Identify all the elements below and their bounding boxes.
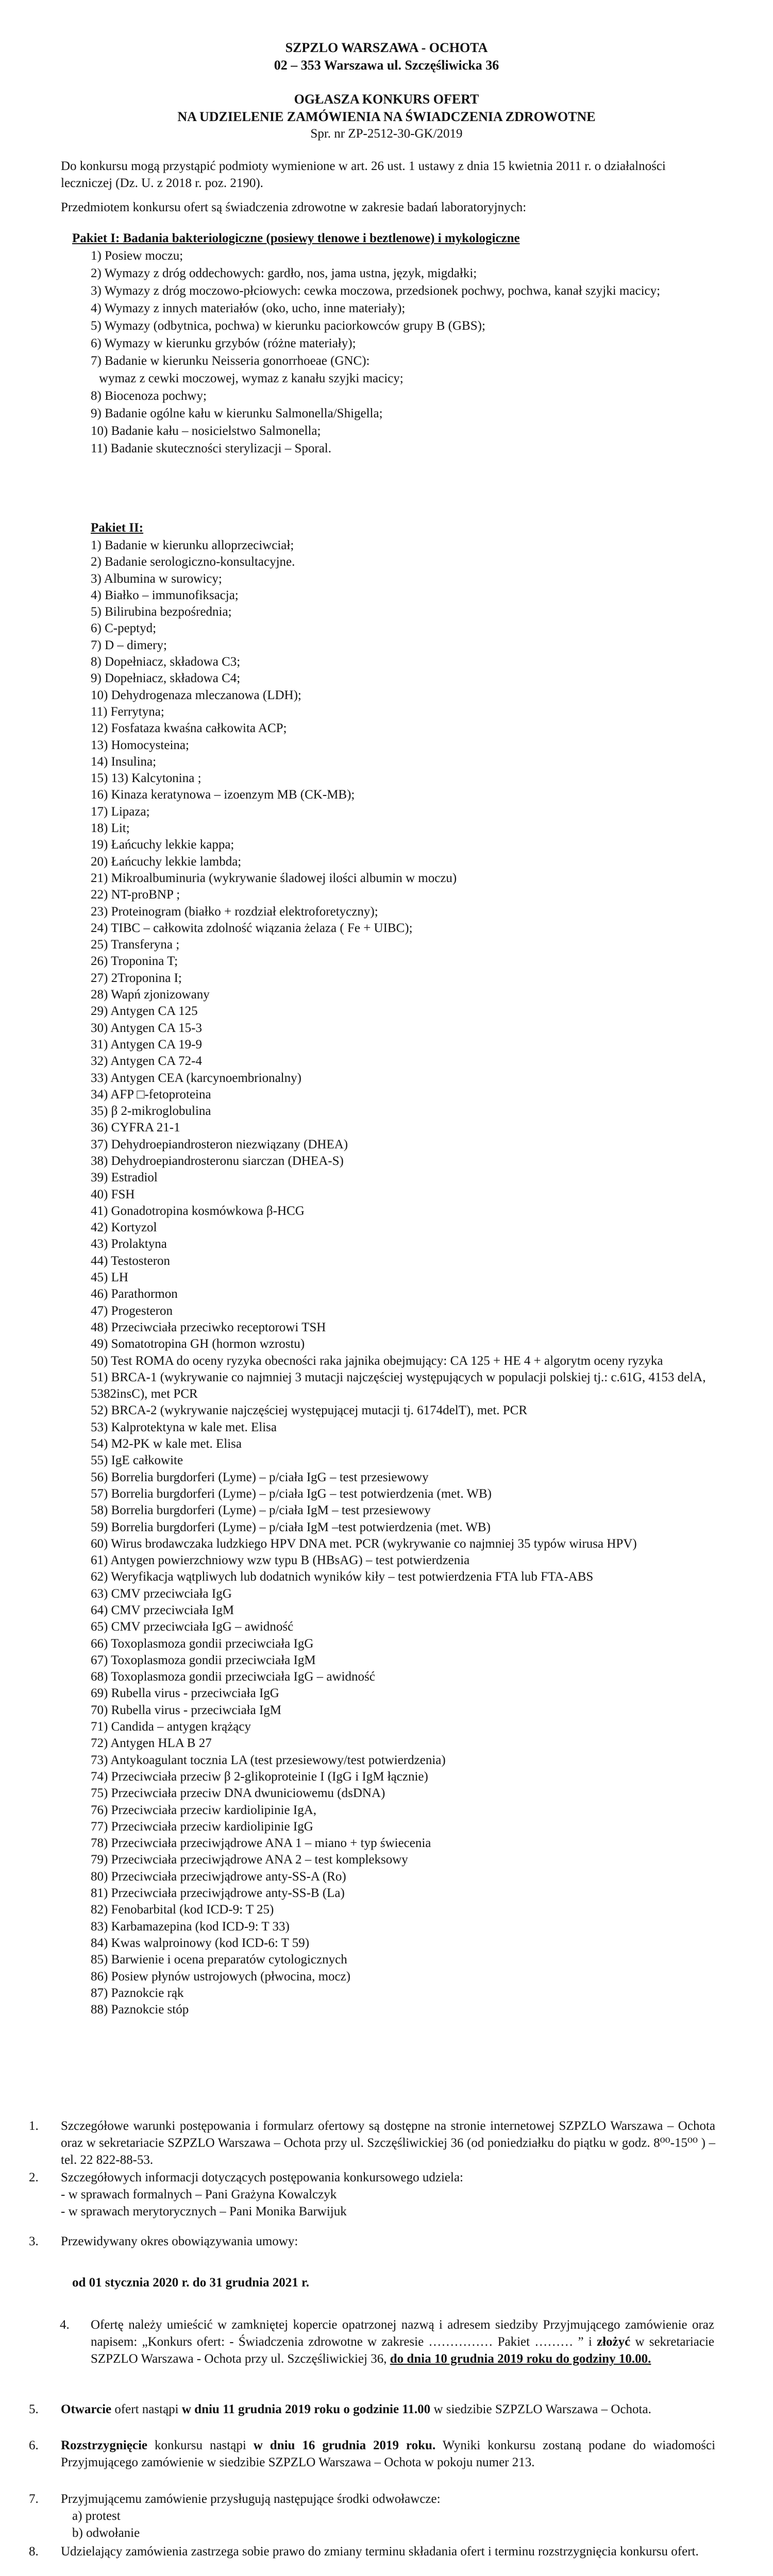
list-item: [91, 1752, 709, 1769]
list-item-text: 28) Wapń zjonizowany: [91, 988, 210, 1002]
list-item: [91, 970, 709, 987]
list-item: [91, 787, 709, 803]
list-item-text: 38) Dehydroepiandrosteronu siarczan (DHEA-S): [91, 1154, 344, 1168]
list-item: [91, 1586, 709, 1602]
list-item-text: 59) Borrelia burgdorferi (Lyme) – p/ciała IgM –test potwierdzenia (met. WB): [91, 1520, 491, 1534]
list-item-text: 80) Przeciwciała przeciwjądrowe anty-SS-A (Ro): [91, 1869, 346, 1884]
section-7-number: 7.: [29, 2492, 39, 2506]
list-item-text: 46) Parathormon: [91, 1287, 178, 1301]
section-6-text-b: Wyniki konkursu zostaną podane do wiadomości Przyjmującego zamówienie w siedzibie SZPZLO Warszawa – Ochota w pokoju numer 213.: [61, 2438, 716, 2469]
reference-number: Spr. nr ZP-2512-30-GK/2019: [310, 127, 463, 141]
resolution-date: w dniu 16 grudnia 2019 roku.: [253, 2438, 436, 2452]
list-item: [91, 1402, 709, 1419]
section-3-number: 3.: [29, 2234, 39, 2248]
list-item: [91, 1137, 709, 1153]
pakiet-1-list: [91, 247, 709, 457]
list-item: [91, 1087, 709, 1103]
list-item-text: 24) TIBC – całkowita zdolność wiązania żelaza ( Fe + UIBC);: [91, 921, 413, 935]
list-item-text: 11) Ferrytyna;: [91, 704, 164, 719]
list-item-text: 12) Fosfataza kwaśna całkowita ACP;: [91, 721, 287, 736]
list-item: [91, 537, 709, 554]
intro-subject: Przedmiotem konkursu ofert są świadczenia zdrowotne w zakresie badań laboratoryjnych:: [61, 200, 527, 214]
list-item-text: 54) M2-PK w kale met. Elisa: [91, 1437, 242, 1451]
list-item-text: 34) AFP □-fetoproteina: [91, 1087, 211, 1101]
list-item: 6) Wymazy w kierunku grzybów (różne materiały);: [91, 336, 356, 350]
list-item: [91, 720, 709, 737]
org-name: SZPZLO WARSZAWA - OCHOTA: [285, 40, 488, 55]
section-2-text: Szczegółowych informacji dotyczących postępowania konkursowego udziela:: [61, 2171, 463, 2184]
list-item: [91, 1103, 709, 1120]
list-item-text: 64) CMV przeciwciała IgM: [91, 1603, 234, 1617]
list-item: [91, 1719, 709, 1735]
list-item-text: 26) Troponina T;: [91, 954, 178, 969]
pakiet-2-title: Pakiet II:: [91, 521, 144, 535]
section-4-submit: złożyć: [597, 2335, 631, 2349]
section-2-number: 2.: [29, 2171, 39, 2184]
list-item: [91, 1652, 709, 1669]
list-item-text: 45) LH: [91, 1270, 128, 1285]
list-item: [91, 554, 709, 570]
list-item-text: 87) Paznokcie rąk: [91, 1986, 184, 2000]
list-item-text: 60) Wirus brodawczaka ludzkiego HPV DNA met. PCR (wykrywanie co najmniej 35 typów wirusa HPV): [91, 1536, 637, 1551]
list-item-text: 61) Antygen powierzchniowy wzw typu B (HBsAG) – test potwierdzenia: [91, 1553, 470, 1568]
list-item: 3) Wymazy z dróg moczowo-płciowych: cewka moczowa, przedsionek pochwy, pochwa, kanał szyjki macicy;: [91, 284, 661, 298]
remedy-protest: a) protest: [72, 2509, 121, 2523]
list-item-text: 5) Bilirubina bezpośrednia;: [91, 605, 232, 619]
list-item: [91, 1869, 709, 1885]
list-item-text: 65) CMV przeciwciała IgG – awidność: [91, 1620, 294, 1634]
list-item-text: 42) Kortyzol: [91, 1221, 157, 1235]
section-8-text: Udzielający zamówienia zastrzega sobie prawo do zmiany terminu składania ofert i terminu rozstrzygnięcia konkursu ofert.: [61, 2545, 699, 2558]
list-item-text: 35) β 2-mikroglobulina: [91, 1104, 211, 1118]
opening-date: w dniu 11 grudnia 2019 roku o godzinie 11.00: [181, 2402, 431, 2416]
list-item-text: 70) Rubella virus - przeciwciała IgM: [91, 1703, 282, 1717]
list-item: 10) Badanie kału – nosicielstwo Salmonella;: [91, 424, 321, 438]
list-item: [91, 1536, 709, 1552]
list-item: 2) Wymazy z dróg oddechowych: gardło, nos, jama ustna, język, migdałki;: [91, 266, 477, 280]
list-item: [91, 854, 709, 870]
section-6-resolution: Rozstrzygnięcie: [61, 2438, 147, 2452]
list-item-text: 21) Mikroalbuminuria (wykrywanie śladowej ilości albumin w moczu): [91, 871, 457, 885]
list-item-text: 85) Barwienie i ocena preparatów cytologicznych: [91, 1953, 347, 1967]
list-item-text: 69) Rubella virus - przeciwciała IgG: [91, 1686, 279, 1701]
list-item-text: 1) Badanie w kierunku alloprzeciwciał;: [91, 538, 294, 552]
list-item: [91, 937, 709, 953]
list-item-text: 40) FSH: [91, 1187, 135, 1201]
section-4-text: [91, 2316, 714, 2367]
list-item: [91, 1170, 709, 1186]
intro-eligibility: Do konkursu mogą przystąpić podmioty wymienione w art. 26 ust. 1 ustawy z dnia 15 kwietnia 2011 r. o działalności leczniczej (Dz. U. z 2018 r. poz. 2190).: [61, 159, 666, 190]
list-item-text: 71) Candida – antygen krążący: [91, 1720, 251, 1734]
list-item: [91, 571, 709, 587]
list-item-text: 72) Antygen HLA B 27: [91, 1736, 212, 1751]
section-6-text: [61, 2437, 715, 2471]
list-item: [91, 837, 709, 853]
list-item-text: 57) Borrelia burgdorferi (Lyme) – p/ciała IgG – test potwierdzenia (met. WB): [91, 1486, 492, 1501]
list-item: [91, 1203, 709, 1219]
list-item: [91, 953, 709, 970]
list-item-text: 88) Paznokcie stóp: [91, 2003, 189, 2017]
list-item-text: 6) C-peptyd;: [91, 621, 157, 636]
list-item-text: 18) Lit;: [91, 821, 130, 836]
list-item-text: 41) Gonadotropina kosmówkowa β-HCG: [91, 1204, 305, 1218]
list-item: [91, 1486, 709, 1502]
list-item: [91, 754, 709, 770]
section-4-text-b: w sekretariacie SZPZLO Warszawa - Ochota przy ul. Szczęśliwickiej 36,: [91, 2335, 715, 2366]
list-item-text: 66) Toxoplasmoza gondii przeciwciała IgG: [91, 1636, 314, 1651]
list-item: [91, 1053, 709, 1070]
list-item: [91, 770, 709, 787]
list-item-text: 58) Borrelia burgdorferi (Lyme) – p/ciała IgM – test przesiewowy: [91, 1503, 431, 1518]
list-item: [91, 1935, 709, 1952]
list-item: [91, 1802, 709, 1819]
list-item-text: 27) 2Troponina I;: [91, 971, 182, 985]
list-item: [91, 637, 709, 654]
list-item-text: 44) Testosteron: [91, 1253, 171, 1268]
list-item-text: 83) Karbamazepina (kod ICD-9: T 33): [91, 1919, 290, 1934]
list-item-text: 37) Dehydroepiandrosteron niezwiązany (DHEA): [91, 1137, 348, 1151]
list-item: [91, 1969, 709, 1985]
list-item: [91, 587, 709, 604]
section-5-text: [61, 2401, 715, 2418]
list-item: [91, 1852, 709, 1868]
section-4-number: 4.: [60, 2318, 70, 2332]
list-item: [91, 737, 709, 754]
list-item-text: 51) BRCA-1 (wykrywanie co najmniej 3 mutacji najczęściej występujących w populacji polskiej tj.: c.61G, 4153 delA, 5382insC), met PCR: [91, 1370, 706, 1401]
list-item-text: 75) Przeciwciała przeciw DNA dwuniciowemu (dsDNA): [91, 1786, 385, 1801]
announcement-title: OGŁASZA KONKURS OFERT: [294, 92, 479, 107]
list-item: [91, 1552, 709, 1569]
list-item-text: 79) Przeciwciała przeciwjądrowe ANA 2 – test kompleksowy: [91, 1853, 408, 1867]
list-item: [91, 1569, 709, 1585]
list-item-text: 67) Toxoplasmoza gondii przeciwciała IgM: [91, 1653, 316, 1667]
section-3-text: Przewidywany okres obowiązywania umowy:: [61, 2234, 298, 2248]
list-item: [91, 1669, 709, 1685]
list-item: [91, 1785, 709, 1802]
list-item: [91, 1219, 709, 1236]
list-item: [91, 1452, 709, 1469]
list-item: [91, 1070, 709, 1087]
list-item: [91, 1636, 709, 1652]
list-item: [91, 1702, 709, 1719]
list-item: [91, 920, 709, 937]
contract-period: od 01 stycznia 2020 r. do 31 grudnia 2021 r.: [72, 2276, 310, 2290]
section-5-text-b: w siedzibie SZPZLO Warszawa – Ochota.: [433, 2402, 651, 2416]
section-2-bullet-formal: - w sprawach formalnych – Pani Grażyna Kowalczyk: [61, 2188, 337, 2201]
list-item: [91, 654, 709, 670]
list-item-text: 68) Toxoplasmoza gondii przeciwciała IgG – awidność: [91, 1670, 375, 1684]
list-item: [91, 1253, 709, 1269]
list-item-text: 36) CYFRA 21-1: [91, 1121, 180, 1135]
list-item: [91, 987, 709, 1003]
list-item: [91, 1952, 709, 1968]
list-item-text: 23) Proteinogram (białko + rozdział elektroforetyczny);: [91, 904, 378, 919]
list-item-text: 82) Fenobarbital (kod ICD-9: T 25): [91, 1903, 274, 1917]
list-item-text: 7) D – dimery;: [91, 638, 167, 652]
list-item: [91, 1469, 709, 1486]
section-5-opening: Otwarcie: [61, 2402, 112, 2416]
list-item-text: 13) Homocysteina;: [91, 738, 189, 752]
list-item-text: 48) Przeciwciała przeciwko receptorowi TSH: [91, 1320, 326, 1334]
list-item-text: 77) Przeciwciała przeciw kardiolipinie IgG: [91, 1819, 313, 1834]
list-item: 5) Wymazy (odbytnica, pochwa) w kierunku paciorkowców grupy B (GBS);: [91, 319, 485, 333]
list-item-text: 78) Przeciwciała przeciwjądrowe ANA 1 – miano + typ świecenia: [91, 1836, 431, 1851]
list-item-text: 62) Weryfikacja wątpliwych lub dodatnich wyników kiły – test potwierdzenia FTA lub FTA-ABS: [91, 1570, 594, 1584]
section-7-text: Przyjmującemu zamówienie przysługują następujące środki odwoławcze:: [61, 2492, 441, 2506]
list-item: [91, 1619, 709, 1635]
list-item: [91, 604, 709, 620]
list-item-text: 29) Antygen CA 125: [91, 1004, 198, 1019]
list-item-text: 84) Kwas walproinowy (kod ICD-6: T 59): [91, 1936, 310, 1950]
list-item-text: 15) 13) Kalcytonina ;: [91, 771, 201, 786]
list-item-text: 81) Przeciwciała przeciwjądrowe anty-SS-B (La): [91, 1886, 345, 1901]
list-item-text: 73) Antykoagulant tocznia LA (test przesiewowy/test potwierdzenia): [91, 1753, 446, 1767]
list-item: [91, 620, 709, 637]
list-item: 9) Badanie ogólne kału w kierunku Salmonella/Shigella;: [91, 406, 383, 420]
list-item-text: 31) Antygen CA 19-9: [91, 1037, 202, 1052]
list-item: [91, 1735, 709, 1752]
list-item: [91, 1003, 709, 1020]
list-item-text: 43) Prolaktyna: [91, 1237, 167, 1251]
list-item: [91, 887, 709, 903]
list-item: [91, 1236, 709, 1252]
list-item-text: 22) NT-proBNP ;: [91, 888, 180, 902]
list-item: 4) Wymazy z innych materiałów (oko, ucho, inne materiały);: [91, 301, 406, 315]
list-item-text: 49) Somatotropina GH (hormon wzrostu): [91, 1337, 305, 1351]
list-item: [91, 904, 709, 920]
list-item: 1) Posiew moczu;: [91, 249, 183, 263]
list-item-text: 8) Dopełniacz, składowa C3;: [91, 655, 241, 669]
submission-deadline: do dnia 10 grudnia 2019 roku do godziny 10.00.: [390, 2352, 651, 2366]
section-1-text: Szczegółowe warunki postępowania i formularz ofertowy są dostępne na stronie internetowej SZPZLO Warszawa – Ochota oraz w sekretariacie SZPZLO Warszawa – Ochota przy ul. Szczęśliwickiej 36 (od poniedziałku do piątku w godz. 8⁰⁰-15⁰⁰ ) – tel. 22 822-88-53.: [61, 2119, 715, 2167]
list-item: [91, 1502, 709, 1519]
list-item-text: 30) Antygen CA 15-3: [91, 1021, 202, 1035]
list-item-text: 76) Przeciwciała przeciw kardiolipinie IgA,: [91, 1803, 317, 1817]
list-item-text: 63) CMV przeciwciała IgG: [91, 1586, 232, 1601]
list-item-text: 50) Test ROMA do oceny ryzyka obecności raka jajnika obejmujący: CA 125 + HE 4 + algorytm oceny ryzyka: [91, 1353, 663, 1368]
list-item-text: 74) Przeciwciała przeciw β 2-glikoproteinie I (IgG i IgM łącznie): [91, 1769, 428, 1784]
list-item: [91, 1769, 709, 1785]
list-item: wymaz z cewki moczowej, wymaz z kanału szyjki macicy;: [99, 371, 404, 385]
list-item-text: 14) Insulina;: [91, 754, 157, 769]
section-6-number: 6.: [29, 2438, 39, 2452]
list-item-text: 47) Progesteron: [91, 1303, 173, 1318]
list-item: 8) Biocenoza pochwy;: [91, 389, 207, 403]
list-item-text: 55) IgE całkowite: [91, 1453, 183, 1468]
list-item-text: 20) Łańcuchy lekkie lambda;: [91, 854, 242, 869]
list-item: [91, 1153, 709, 1170]
list-item: [91, 1985, 709, 2002]
list-item: [91, 1885, 709, 1902]
list-item-text: 19) Łańcuchy lekkie kappa;: [91, 838, 234, 852]
list-item: [91, 1602, 709, 1619]
list-item: [91, 1319, 709, 1336]
list-item-text: 4) Białko – immunofiksacja;: [91, 588, 239, 602]
list-item-text: 17) Lipaza;: [91, 804, 150, 819]
pakiet-2-list: [91, 537, 709, 2018]
list-item: [91, 1353, 709, 1369]
section-5-text-a: ofert nastąpi: [114, 2402, 179, 2416]
section-5-number: 5.: [29, 2402, 39, 2416]
section-2-bullet-substantive: - w sprawach merytorycznych – Pani Monika Barwijuk: [61, 2205, 347, 2218]
list-item-text: 52) BRCA-2 (wykrywanie najczęściej występującej mutacji tj. 6174delT), met. PCR: [91, 1403, 528, 1418]
section-1-number: 1.: [29, 2119, 39, 2133]
section-6-text-a: konkursu nastąpi: [154, 2438, 246, 2452]
list-item: [91, 1120, 709, 1136]
remedy-appeal: b) odwołanie: [72, 2526, 140, 2540]
list-item: [91, 1819, 709, 1835]
list-item: [91, 1835, 709, 1852]
list-item-text: 10) Dehydrogenaza mleczanowa (LDH);: [91, 688, 301, 702]
list-item-text: 56) Borrelia burgdorferi (Lyme) – p/ciała IgG – test przesiewowy: [91, 1470, 429, 1484]
list-item: [91, 1419, 709, 1436]
list-item-text: 53) Kalprotektyna w kale met. Elisa: [91, 1420, 277, 1434]
list-item-text: 32) Antygen CA 72-4: [91, 1054, 202, 1069]
list-item: [91, 2002, 709, 2018]
list-item-text: 3) Albumina w surowicy;: [91, 571, 222, 586]
list-item: 7) Badanie w kierunku Neisseria gonorrhoeae (GNC):: [91, 354, 370, 368]
section-8-number: 8.: [29, 2545, 39, 2558]
list-item: [91, 1519, 709, 1536]
pakiet-1-title: Pakiet I: Badania bakteriologiczne (posiewy tlenowe i beztlenowe) i mykologiczne: [72, 231, 520, 245]
list-item-text: 2) Badanie serologiczno-konsultacyjne.: [91, 555, 295, 569]
list-item: [91, 1020, 709, 1037]
list-item: [91, 1336, 709, 1352]
list-item: [91, 1369, 709, 1403]
list-item: [91, 1902, 709, 1918]
announcement-subtitle: NA UDZIELENIE ZAMÓWIENIA NA ŚWIADCZENIA ZDROWOTNE: [177, 109, 596, 124]
list-item: [91, 1187, 709, 1203]
list-item: [91, 687, 709, 704]
list-item: [91, 1685, 709, 1702]
list-item: [91, 1919, 709, 1935]
list-item: [91, 1286, 709, 1302]
list-item: 11) Badanie skuteczności sterylizacji – Sporal.: [91, 442, 331, 455]
list-item: [91, 670, 709, 687]
list-item: [91, 704, 709, 720]
org-address: 02 – 353 Warszawa ul. Szczęśliwicka 36: [274, 58, 499, 73]
list-item: [91, 804, 709, 820]
list-item: [91, 1436, 709, 1452]
list-item-text: 39) Estradiol: [91, 1171, 158, 1185]
list-item: [91, 820, 709, 837]
list-item-text: 9) Dopełniacz, składowa C4;: [91, 671, 241, 686]
list-item: [91, 1269, 709, 1286]
list-item: [91, 1303, 709, 1319]
list-item-text: 33) Antygen CEA (karcynoembrionalny): [91, 1071, 301, 1085]
list-item-text: 25) Transferyna ;: [91, 938, 180, 952]
list-item-text: 86) Posiew płynów ustrojowych (płwocina, mocz): [91, 1969, 351, 1984]
section-4-text-a: Ofertę należy umieścić w zamkniętej kopercie opatrzonej nazwą i adresem siedziby Przyjmującego zamówienie oraz napisem: „Konkurs ofert: - Świadczenia zdrowotne w zakresie …………… Pakiet ……… ” i: [91, 2318, 714, 2349]
list-item: [91, 1037, 709, 1053]
list-item-text: 16) Kinaza keratynowa – izoenzym MB (CK-MB);: [91, 788, 355, 802]
list-item: [91, 870, 709, 887]
